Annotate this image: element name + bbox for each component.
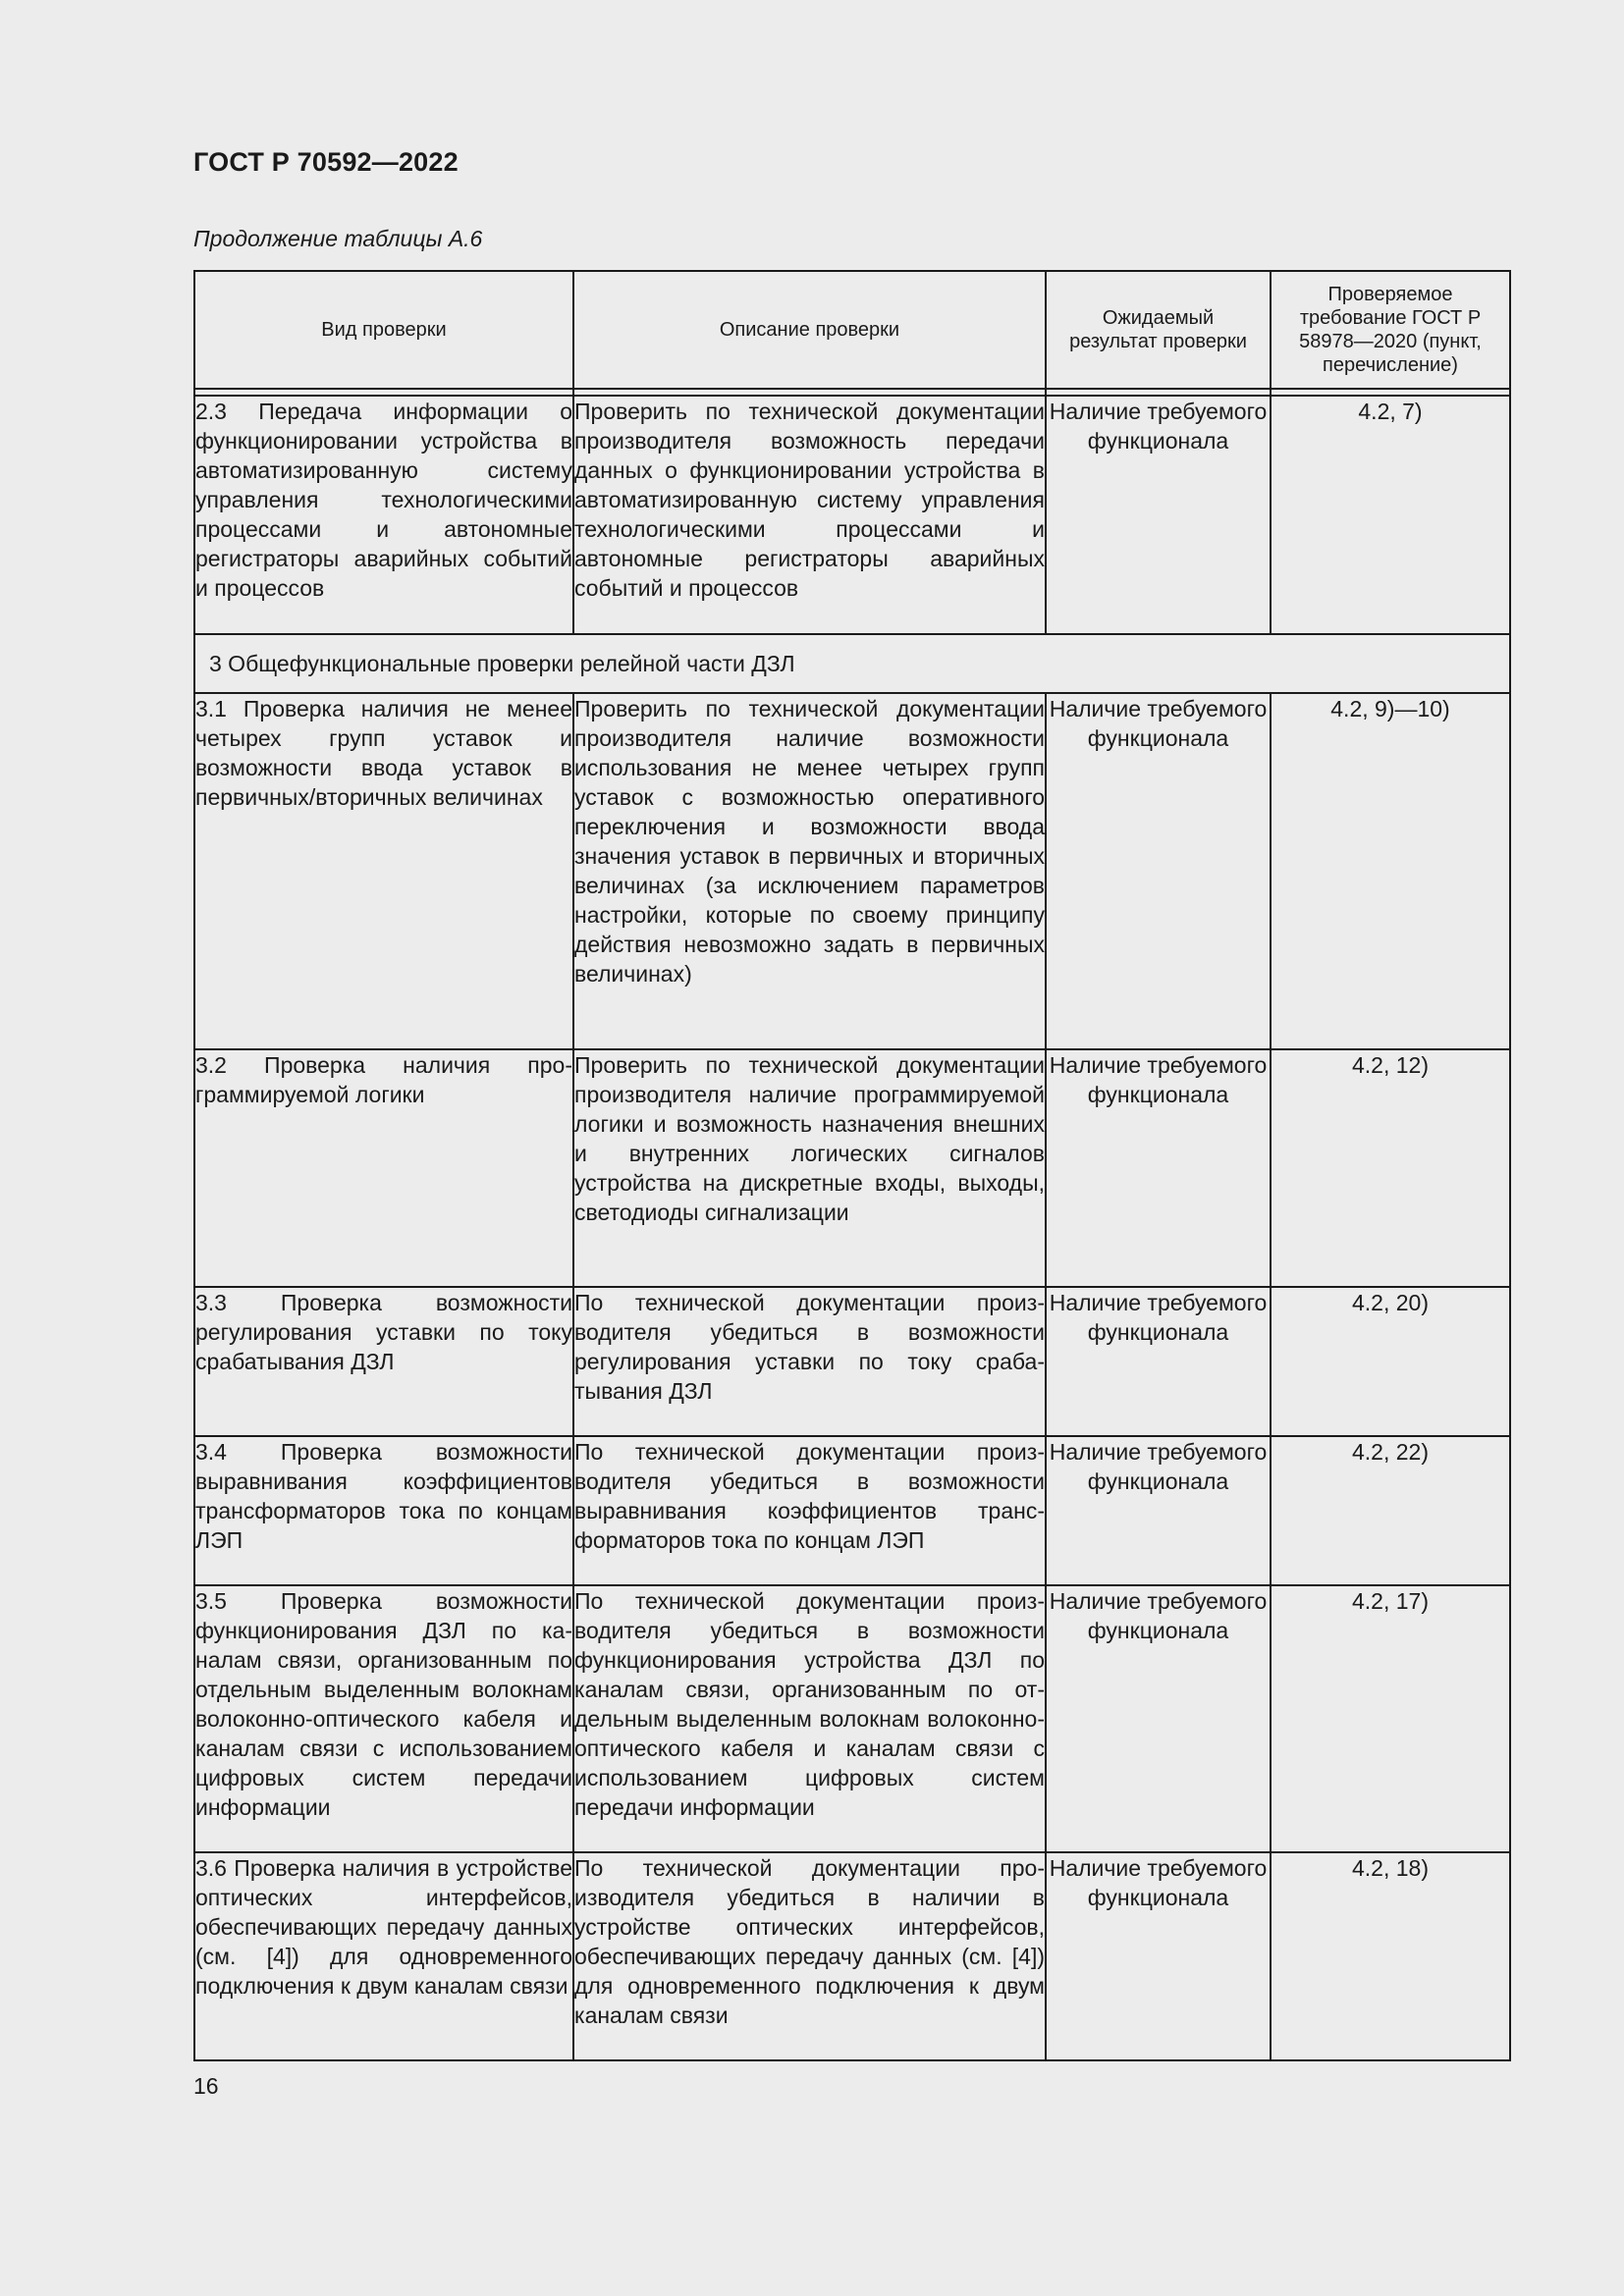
requirement-cell (1271, 693, 1510, 1049)
column-header-description: Описание проверки (573, 271, 1046, 389)
table-caption: Продолжение таблицы А.6 (193, 226, 483, 251)
check-type-cell: 3.2 Проверка наличия программируемой логики (194, 1049, 573, 1287)
requirement-text: 4.2, 9)—10) (1330, 696, 1450, 721)
check-type-cell: 3.4 Проверка возможности выравнивания коэффициентов трансформаторов тока по концам ЛЭП (194, 1436, 573, 1585)
requirement-cell: 4.2, 18) (1271, 1852, 1510, 2060)
header-separator (194, 389, 1510, 396)
expected-result-cell: Наличие требуемого функционала (1046, 1436, 1271, 1585)
column-header-requirement: Проверяемое требование ГОСТ Р 58978—2020 (пункт, перечисление) (1271, 271, 1510, 389)
check-type-cell: 3.3 Проверка возможности регулирования уставки по току срабатывания ДЗЛ (194, 1287, 573, 1436)
requirement-cell: 4.2, 7) (1271, 396, 1510, 634)
section-row (194, 634, 1510, 693)
expected-result-cell: Наличие требуемого функционала (1046, 1049, 1271, 1287)
expected-result-cell: Наличие требуемого функционала (1046, 693, 1271, 1049)
expected-result-cell: Наличие требуемого функционала (1046, 1287, 1271, 1436)
requirement-cell: 4.2, 22) (1271, 1436, 1510, 1585)
check-description-cell: По технической документации производителя убедиться в возможности регулирования уставки по току срабатывания ДЗЛ (573, 1287, 1046, 1436)
table-row (194, 693, 1510, 1049)
requirement-cell: 4.2, 20) (1271, 1287, 1510, 1436)
table-row (194, 1852, 1510, 2060)
check-description-cell: Проверить по технической документации производителя возможность передачи данных о функционировании устройства в автоматизированную систему управления технологическими процессами и автономные регистраторы аварийных событий и процессов (573, 396, 1046, 634)
check-type-cell: 3.5 Проверка возможности функционирования ДЗЛ по каналам связи, организованным по отдельным выделенным волокнам волоконно-оптического кабеля и каналам связи с использованием цифровых систем передачи информации (194, 1585, 573, 1852)
requirement-cell: 4.2, 12) (1271, 1049, 1510, 1287)
table-row (194, 1436, 1510, 1585)
checks-table (193, 270, 1511, 2061)
table-header-row (194, 271, 1510, 389)
check-type-cell: 3.1 Проверка наличия не менее четырех групп уставок и возможности ввода уставок в первичных/вторичных величинах (194, 693, 573, 1049)
expected-result-cell: Наличие требуемого функционала (1046, 396, 1271, 634)
table-row (194, 396, 1510, 634)
check-description-cell: Проверить по технической документации производителя наличие возможности использования не менее четырех групп уставок с возможностью оперативного переключения и возможности ввода значения уставок в первичных и вторичных величинах (за исключением параметров настройки, которые по своему принципу действия невозможно задать в первичных величинах) (573, 693, 1046, 1049)
page-number: 16 (193, 2073, 219, 2099)
section-title: 3 Общефункциональные проверки релейной части ДЗЛ (194, 634, 1510, 693)
column-header-result: Ожидаемый результат проверки (1046, 271, 1271, 389)
table-row (194, 1585, 1510, 1852)
check-description-cell: По технической документации производителя убедиться в возможности функционирования устройства ДЗЛ по каналам связи, организованным по отдельным выделенным волокнам волоконно-оптического кабеля и каналам связи с использованием цифровых систем передачи информации (573, 1585, 1046, 1852)
check-description-cell: Проверить по технической документации производителя наличие программируемой логики и возможность назначения внешних и внутренних логических сигналов устройства на дискретные входы, выходы, светодиоды сигнализации (573, 1049, 1046, 1287)
column-header-type: Вид проверки (194, 271, 573, 389)
check-description-cell: По технической документации производителя убедиться в возможности выравнивания коэффициентов трансформаторов тока по концам ЛЭП (573, 1436, 1046, 1585)
requirement-cell: 4.2, 17) (1271, 1585, 1510, 1852)
check-description-cell: По технической документации производителя убедиться в наличии в устройстве оптических интерфейсов, обеспечивающих передачу данных (см. [4]) для одновременного подключения к двум каналам связи (573, 1852, 1046, 2060)
expected-result-cell: Наличие требуемого функционала (1046, 1585, 1271, 1852)
table-row (194, 1049, 1510, 1287)
document-header: ГОСТ Р 70592—2022 (193, 147, 459, 177)
check-type-cell: 3.6 Проверка наличия в устройстве оптических интерфейсов, обеспечивающих передачу данных (см. [4]) для одновременного подключения к двум каналам связи (194, 1852, 573, 2060)
expected-result-cell: Наличие требуемого функционала (1046, 1852, 1271, 2060)
check-type-cell: 2.3 Передача информации о функционировании устройства в автоматизированную систему управления технологическими процессами и автономные регистраторы аварийных событий и процессов (194, 396, 573, 634)
table-row (194, 1287, 1510, 1436)
